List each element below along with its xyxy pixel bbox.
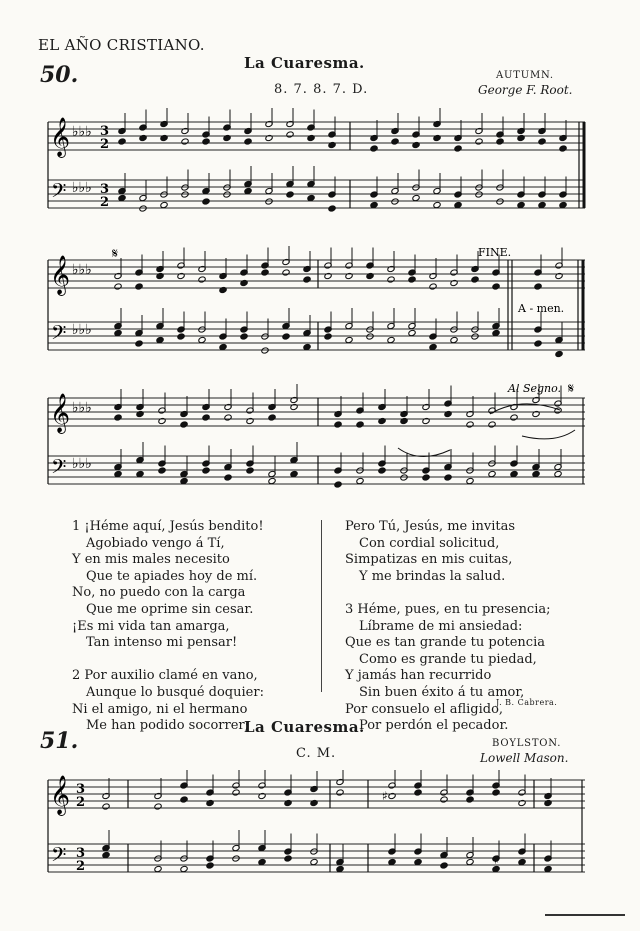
notehead — [310, 858, 318, 865]
notes-bass — [114, 442, 562, 488]
notehead — [154, 865, 162, 872]
notehead — [554, 470, 562, 477]
sharp-icon: ♯ — [382, 789, 388, 803]
notehead — [378, 467, 386, 474]
notes-treble — [102, 770, 552, 810]
bass-clef-icon: 𝄢 — [51, 321, 67, 349]
notehead — [181, 138, 189, 145]
notehead — [114, 329, 122, 336]
staff-treble — [48, 260, 585, 288]
notehead — [303, 343, 311, 350]
notehead — [408, 329, 416, 336]
notes-treble — [114, 384, 562, 428]
notes-treble — [118, 108, 567, 152]
verse-line — [345, 585, 595, 602]
notehead — [180, 477, 188, 484]
running-head: EL AÑO CRISTIANO. — [38, 36, 205, 54]
notehead — [224, 474, 232, 481]
verse-line: Y me brindas la salud. — [359, 568, 506, 584]
hymn-meter: C. M. — [296, 746, 337, 761]
notes-bass — [118, 166, 567, 212]
notehead — [180, 421, 188, 428]
verse-line: Aunque lo busqué doquier: — [86, 684, 264, 700]
notehead — [219, 343, 227, 350]
text-author: J. B. Cabrera. — [496, 698, 558, 707]
amen-lyric: A - men. — [518, 302, 565, 315]
key-signature: ♭♭♭ — [72, 124, 92, 140]
notehead — [261, 269, 269, 276]
notehead — [454, 145, 462, 152]
notehead — [538, 138, 546, 145]
notehead — [492, 329, 500, 336]
notehead — [450, 336, 458, 343]
notehead — [282, 333, 290, 340]
hymn-number: 50. — [40, 62, 79, 88]
notehead — [440, 796, 448, 803]
notehead — [538, 201, 546, 208]
notehead — [118, 138, 126, 145]
verse-column-left — [72, 519, 312, 735]
notehead — [284, 855, 292, 862]
notehead — [336, 789, 344, 796]
notehead — [114, 283, 122, 290]
staff-treble — [48, 398, 585, 426]
verse-line: Con cordial solicitud, — [359, 535, 500, 551]
notehead — [517, 201, 525, 208]
composer: George F. Root. — [478, 83, 573, 97]
hymn-number: 51. — [40, 728, 79, 754]
verse-line: Líbrame de mi ansiedad: — [359, 618, 523, 634]
edge-rule — [545, 914, 625, 916]
notehead — [370, 201, 378, 208]
slur — [522, 430, 575, 439]
notehead — [202, 467, 210, 474]
svg-text:2: 2 — [100, 195, 110, 210]
verse-line: 3 Héme, pues, en tu presencia; — [345, 601, 551, 617]
notehead — [328, 205, 336, 212]
notehead — [177, 333, 185, 340]
svg-text:2: 2 — [76, 859, 86, 874]
notehead — [466, 796, 474, 803]
notehead — [160, 201, 168, 208]
notehead — [224, 414, 232, 421]
verse-line — [72, 652, 312, 669]
notehead — [158, 467, 166, 474]
notehead — [135, 340, 143, 347]
verse-line: Que es tan grande tu potencia — [345, 635, 545, 651]
notehead — [334, 421, 342, 428]
notehead — [114, 470, 122, 477]
svg-text:♭♭♭: ♭♭♭ — [72, 180, 92, 196]
notehead — [180, 865, 188, 872]
notehead — [466, 858, 474, 865]
notehead — [492, 283, 500, 290]
notehead — [429, 343, 437, 350]
notehead — [232, 789, 240, 796]
tune-name: AUTUMN. — [496, 70, 554, 81]
notehead — [286, 131, 294, 138]
slur — [398, 448, 450, 457]
notehead — [135, 283, 143, 290]
verse-column-right — [345, 519, 595, 735]
time-signature: 3 — [76, 782, 86, 797]
treble-clef-icon: 𝄞 — [50, 117, 71, 157]
notehead — [118, 194, 126, 201]
notehead — [240, 333, 248, 340]
notehead — [488, 470, 496, 477]
notehead — [475, 138, 483, 145]
verse-line: Ni el amigo, ni el hermano — [72, 701, 248, 717]
notehead — [336, 865, 344, 872]
bass-clef-icon: 𝄢 — [51, 455, 67, 483]
hymn-title: La Cuaresma. — [244, 54, 365, 72]
notehead — [156, 336, 164, 343]
notehead — [286, 191, 294, 198]
verse-line: No, no puedo con la carga — [72, 585, 246, 601]
verse-line: Que te apiades hoy de mí. — [86, 568, 258, 584]
staff-bass — [48, 456, 585, 484]
verse-line: Pero Tú, Jesús, me invitas — [345, 519, 516, 534]
notehead — [114, 414, 122, 421]
verse-line: Y jamás han recurrido — [345, 668, 492, 684]
notehead — [198, 336, 206, 343]
notehead — [387, 336, 395, 343]
notehead — [244, 187, 252, 194]
notehead — [496, 138, 504, 145]
notehead — [387, 276, 395, 283]
segno-icon: 𝄋 — [568, 384, 575, 397]
notehead — [471, 276, 479, 283]
notehead — [466, 477, 474, 484]
music-system-4 — [0, 770, 640, 900]
verse-line: Y en mis males necesito — [72, 552, 230, 568]
notehead — [433, 201, 441, 208]
notehead — [492, 789, 500, 796]
notehead — [534, 283, 542, 290]
music-system-1 — [0, 108, 640, 226]
verse-line: Como es grande tu piedad, — [359, 651, 537, 667]
notehead — [258, 858, 266, 865]
notehead — [202, 414, 210, 421]
notehead — [388, 858, 396, 865]
notehead — [414, 789, 422, 796]
notehead — [559, 145, 567, 152]
verse-line: Por consuelo el afligido, — [345, 701, 504, 717]
notehead — [345, 336, 353, 343]
verse-line: Por perdón el pecador. — [359, 718, 509, 734]
svg-text:♭♭♭: ♭♭♭ — [72, 322, 92, 338]
notehead — [488, 421, 496, 428]
notehead — [555, 350, 563, 357]
notehead — [136, 470, 144, 477]
notehead — [102, 803, 110, 810]
notehead — [206, 862, 214, 869]
verse-line: 2 Por auxilio clamé en vano, — [72, 668, 258, 684]
notehead — [202, 198, 210, 205]
notehead — [282, 269, 290, 276]
notehead — [334, 481, 342, 488]
notehead — [303, 276, 311, 283]
verse-line: Agobiado vengo á Tí, — [86, 535, 225, 551]
notehead — [244, 138, 252, 145]
notehead — [518, 858, 526, 865]
notehead — [198, 276, 206, 283]
time-signature: 3 — [100, 124, 110, 139]
verse-line: ¡Es mi vida tan amarga, — [72, 618, 230, 634]
notehead — [307, 194, 315, 201]
key-signature: ♭♭♭ — [72, 262, 92, 278]
notehead — [154, 803, 162, 810]
hymn-title: La Cuaresma. — [244, 718, 365, 736]
notehead — [290, 470, 298, 477]
notehead — [180, 796, 188, 803]
notehead — [102, 851, 110, 858]
key-signature: ♭♭♭ — [72, 400, 92, 416]
notehead — [534, 340, 542, 347]
notehead — [510, 414, 518, 421]
notehead — [268, 414, 276, 421]
tune-name: BOYLSTON. — [492, 738, 562, 749]
composer: Lowell Mason. — [480, 751, 569, 765]
verse-line: Simpatizas en mis cuitas, — [345, 552, 513, 568]
notehead — [414, 858, 422, 865]
music-system-2 — [0, 246, 640, 366]
svg-text:♭♭♭: ♭♭♭ — [72, 456, 92, 472]
notehead — [356, 421, 364, 428]
treble-clef-icon: 𝄞 — [50, 775, 71, 815]
column-divider — [321, 520, 322, 692]
staff-bass — [48, 322, 585, 350]
svg-text:3: 3 — [100, 182, 110, 197]
notehead — [412, 194, 420, 201]
notehead — [532, 470, 540, 477]
notehead — [429, 283, 437, 290]
notehead — [440, 862, 448, 869]
notehead — [510, 470, 518, 477]
fine-label: FINE. — [478, 246, 512, 259]
notehead — [444, 474, 452, 481]
al-segno-label: Al Segno. — [508, 384, 562, 395]
segno-icon: 𝄋 — [112, 246, 119, 262]
notehead — [408, 276, 416, 283]
bass-clef-icon: 𝄢 — [51, 179, 67, 207]
svg-text:3: 3 — [76, 846, 86, 861]
treble-clef-icon: 𝄞 — [50, 255, 71, 295]
notehead — [356, 477, 364, 484]
bass-clef-icon: 𝄢 — [51, 843, 67, 871]
verse-line: 1 ¡Héme aquí, Jesús bendito! — [72, 519, 264, 534]
notehead — [466, 421, 474, 428]
notehead — [422, 474, 430, 481]
staff-bass — [48, 180, 585, 208]
notehead — [454, 201, 462, 208]
svg-text:2: 2 — [76, 795, 86, 810]
notehead — [391, 138, 399, 145]
verse-line: Tan intenso mi pensar! — [86, 635, 238, 651]
treble-clef-icon: 𝄞 — [50, 393, 71, 433]
notehead — [370, 145, 378, 152]
notehead — [246, 467, 254, 474]
notehead — [268, 477, 276, 484]
notehead — [324, 333, 332, 340]
hymn-meter: 8. 7. 8. 7. D. — [274, 82, 369, 97]
verse-line: Sin buen éxito á tu amor, — [359, 684, 525, 700]
notehead — [559, 201, 567, 208]
staff-treble — [48, 122, 585, 150]
music-system-3 — [0, 384, 640, 504]
svg-text:2: 2 — [100, 137, 110, 152]
notehead — [544, 865, 552, 872]
verse-line: Que me oprime sin cesar. — [86, 601, 254, 617]
notehead — [202, 138, 210, 145]
verse-line: Me han podido socorrer; — [86, 718, 249, 734]
